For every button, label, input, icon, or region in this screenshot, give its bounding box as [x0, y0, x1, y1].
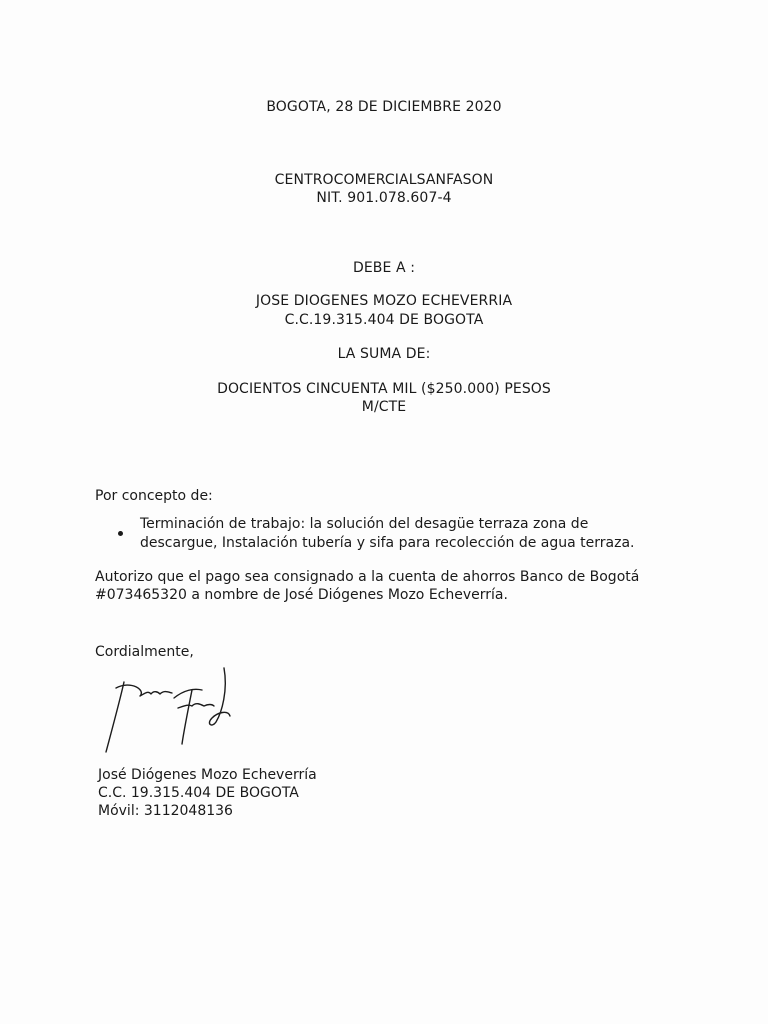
- creditor-id: C.C.19.315.404 DE BOGOTA: [284, 312, 484, 328]
- creditor-name: JOSE DIOGENES MOZO ECHEVERRIA: [255, 293, 513, 309]
- closing-salutation: Cordialmente,: [95, 644, 194, 660]
- authorization-line-2: #073465320 a nombre de José Diógenes Mozo Echeverría.: [95, 587, 508, 603]
- owes-to-label: DEBE A :: [352, 260, 416, 276]
- place-date: BOGOTA, 28 DE DICIEMBRE 2020: [266, 99, 502, 115]
- authorization-line-1: Autorizo que el pago sea consignado a la cuenta de ahorros Banco de Bogotá: [95, 569, 640, 585]
- concept-label: Por concepto de:: [95, 488, 213, 504]
- signer-id: C.C. 19.315.404 DE BOGOTA: [98, 785, 299, 801]
- debtor-nit: NIT. 901.078.607-4: [316, 190, 452, 206]
- concept-item-line-1: Terminación de trabajo: la solución del desagüe terraza zona de: [140, 516, 589, 532]
- debtor-name: CENTROCOMERCIALSANFASON: [274, 172, 494, 188]
- amount-line-2: M/CTE: [361, 399, 407, 415]
- signer-name: José Diógenes Mozo Echeverría: [98, 767, 317, 783]
- signer-phone: Móvil: 3112048136: [98, 803, 233, 819]
- handwritten-signature: [96, 660, 246, 760]
- amount-label: LA SUMA DE:: [337, 346, 431, 362]
- concept-item-line-2: descargue, Instalación tubería y sifa para recolección de agua terraza.: [140, 535, 635, 551]
- amount-line-1: DOCIENTOS CINCUENTA MIL ($250.000) PESOS: [217, 381, 551, 397]
- bullet-icon: [118, 531, 123, 536]
